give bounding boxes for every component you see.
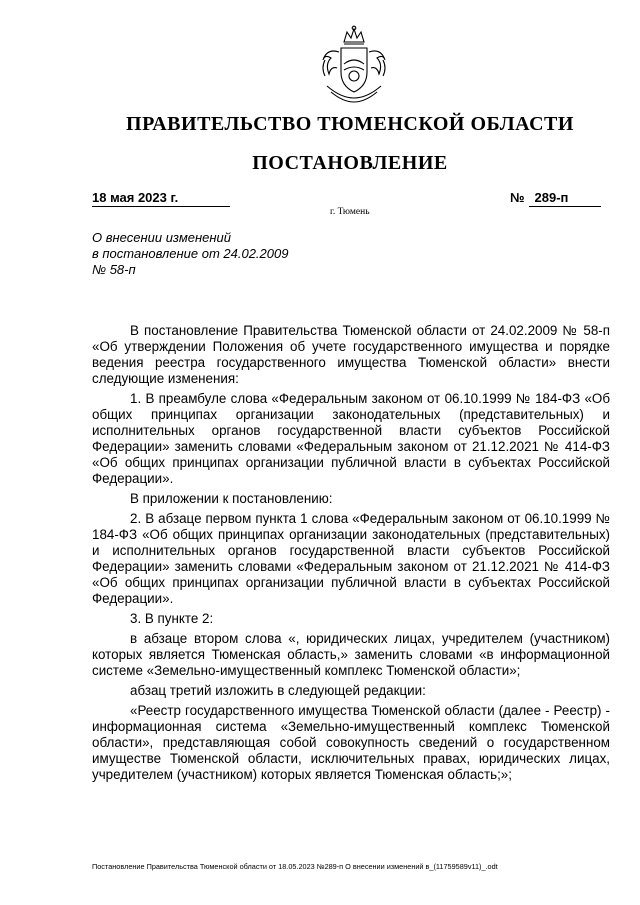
body-paragraph: в абзаце втором слова «, юридических лицах, учредителем (участником) которых является Тюменская область,» заменить словами «в информационной системе «Земельно-имущественный комплекс Тюменской области»; xyxy=(92,631,610,678)
city-label: г. Тюмень xyxy=(330,207,370,217)
number-field xyxy=(510,189,604,206)
subject-line: в постановление от 24.02.2009 xyxy=(92,246,289,261)
page-footer: Постановление Правительства Тюменской области от 18.05.2023 №289-п О внесении изменений в_(11759589v11)_.odt xyxy=(92,862,498,871)
organization-title: ПРАВИТЕЛЬСТВО ТЮМЕНСКОЙ ОБЛАСТИ xyxy=(126,113,574,135)
body-paragraph: «Реестр государственного имущества Тюменской области (далее - Реестр) - информационная система «Земельно-имущественный комплекс Тюменской области», представляющая собой совокупность сведений о государственном имуществе Тюменской области, исключительных правах, юридических лицах, учредителем (участником) которых является Тюменская область;»; xyxy=(92,703,610,782)
body-paragraph: В постановление Правительства Тюменской области от 24.02.2009 № 58-п «Об утверждении Положения об учете государственного имущества и порядке ведения реестра государственного имущества Тюменской области» внести следующие изменения: xyxy=(92,323,610,386)
document-type-title: ПОСТАНОВЛЕНИЕ xyxy=(252,152,448,174)
body-paragraph: 3. В пункте 2: xyxy=(130,611,214,626)
coat-of-arms-icon xyxy=(311,24,397,110)
subject-line: О внесении изменений xyxy=(92,230,231,245)
body-paragraph: абзац третий изложить в следующей редакции: xyxy=(130,683,426,698)
subject-line: № 58-п xyxy=(92,262,136,277)
body-paragraph: 2. В абзаце первом пункта 1 слова «Федеральным законом от 06.10.1999 № 184-ФЗ «Об общих принципах организации законодательных (представительных) и исполнительных органов государственной власти субъектов Российской Федерации» заменить словами «Федеральным законом от 21.12.2021 № 414-ФЗ «Об общих принципах организации публичной власти в субъектах Российской Федерации». xyxy=(92,511,610,606)
date-field xyxy=(92,189,230,207)
body-paragraph: 1. В преамбуле слова «Федеральным законом от 06.10.1999 № 184-ФЗ «Об общих принципах организации законодательных (представительных) и исполнительных органов государственной власти субъектов Российской Федерации» заменить словами «Федеральным законом от 21.12.2021 № 414-ФЗ «Об общих принципах организации публичной власти в субъектах Российской Федерации». xyxy=(92,391,610,486)
document-date: 18 мая 2023 г. xyxy=(92,190,179,205)
body-paragraph: В приложении к постановлению: xyxy=(130,491,333,506)
document-subject xyxy=(92,230,352,278)
document-number: 289-п xyxy=(529,190,601,207)
number-sign: № xyxy=(510,190,525,205)
document-body xyxy=(92,323,610,783)
